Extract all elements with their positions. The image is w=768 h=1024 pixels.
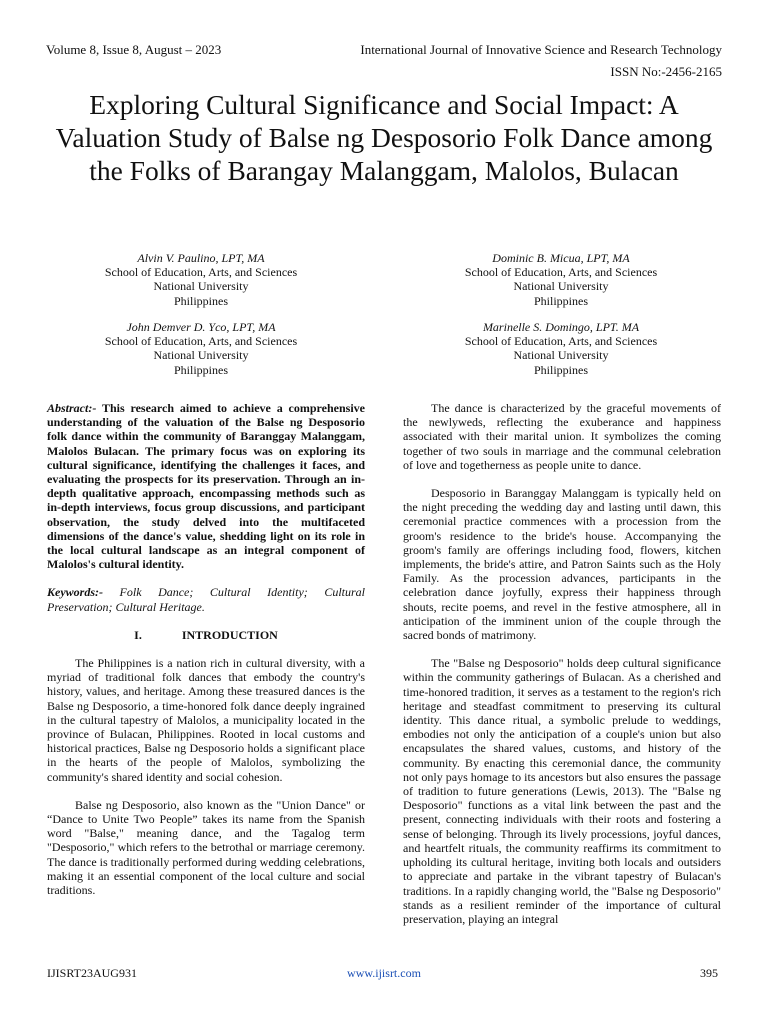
journal-name: International Journal of Innovative Science and Research Technology (360, 42, 722, 57)
author-block-3 (56, 320, 346, 377)
author-country: Philippines (533, 362, 588, 377)
body-paragraph: The dance is characterized by the graceful movements of the newlyweds, reflecting the exuberance and happiness associated with their marital union. It symbolizes the coming together of two souls in marriage and the communal celebration of love and togetherness as people unite to dance. (403, 401, 721, 472)
author-school: School of Education, Arts, and Sciences (104, 265, 298, 280)
author-school: School of Education, Arts, and Sciences (104, 334, 298, 349)
issn: ISSN No:-2456-2165 (610, 64, 722, 79)
section-number: I. (134, 627, 142, 642)
body-paragraph: The Philippines is a nation rich in cultural diversity, with a myriad of traditional folk dances that embody the country's history, values, and heritage. Among these treasured dances is the Balse ng Desposorio, a time-honored folk dance deeply ingrained in the cultural tapestry of Malolos, a municipality located in the province of Bulacan, Philippines. Rooted in local customs and historical practices, Balse ng Desposorio holds a significant place in the hearts of the people of Malolos, symbolizing the community's shared identity and social cohesion. (47, 656, 365, 784)
keywords (47, 585, 365, 613)
author-block-2 (416, 251, 706, 308)
keywords-text: Folk Dance; Cultural Identity; Cultural Preservation; Cultural Heritage. (47, 585, 365, 614)
author-university: National University (153, 348, 249, 363)
author-university: National University (513, 279, 609, 294)
author-name: Alvin V. Paulino, LPT, MA (137, 251, 265, 265)
author-block-4 (416, 320, 706, 377)
author-school: School of Education, Arts, and Sciences (464, 265, 658, 280)
author-name: Marinelle S. Domingo, LPT. MA (482, 320, 640, 334)
section-title: INTRODUCTION (181, 627, 278, 642)
right-column (403, 401, 721, 940)
volume-info: Volume 8, Issue 8, August – 2023 (46, 42, 222, 57)
keywords-label: Keywords:- (47, 585, 103, 600)
abstract-text: This research aimed to achieve a comprehensive understanding of the valuation of the Balse ng Desposorio folk dance within the community of Baranggay Malanggam, Malolos Bulacan. The primary focus was on exploring its cultural significance, identifying the challenges it faces, and evaluating the prospects for its preservation. Through an in-depth qualitative approach, encompassing methods such as in-depth interviews, focus group discussions, and participant observation, the study delved into the multifaceted dimensions of the dance's value, shedding light on its role in the local cultural landscape as an integral component of Malolos's cultural identity. (47, 401, 365, 572)
author-country: Philippines (173, 293, 228, 308)
body-paragraph: Desposorio in Baranggay Malanggam is typically held on the night preceding the wedding day and lasting until dawn, this ceremonial practice commences with a procession from the groom's residence to the bride's house. Accompanying the groom's family are offerings including food, flowers, kitchen implements, the bride's attire, and Patron Saints such as the Holy Family. As the procession advances, participants in the celebration dance joyfully, express their happiness through shouts, recite poems, and revel in the festive atmosphere, all in anticipation of the imminent union of the couple through the sacred bonds of matrimony. (403, 486, 721, 643)
left-column (47, 401, 365, 911)
author-university: National University (153, 279, 249, 294)
body-paragraph: The "Balse ng Desposorio" holds deep cultural significance within the community gatherings of Bulacan. As a cherished and time-honored tradition, it serves as a testament to the region's rich heritage and steadfast commitment to preserving its cultural identity. This dance ritual, a symbolic prelude to weddings, embodies not only the anticipation of a couple's union but also encapsulates the shared values, customs, and history of the community. By enacting this ceremonial dance, the community not only pays homage to its ancestors but also ensures the passage of tradition to future generations (Lewis, 2013). The "Balse ng Desposorio" functions as a vital link between the past and the present, connecting individuals with their roots and fostering a sense of belonging. Through its lively processions, joyful dances, and heartfelt rituals, the community reaffirms its commitment to upholding its cultural heritage, inviting both locals and outsiders to appreciate and partake in the vibrant tapestry of Bulacan's traditions. In a rapidly changing world, the "Balse ng Desposorio" stands as a resilient reminder of the importance of cultural preservation, playing an integral (403, 656, 721, 926)
paper-title: Exploring Cultural Significance and Social Impact: A Valuation Study of Balse ng Desposorio Folk Dance among the Folks of Barangay Malanggam, Malolos, Bulacan (55, 89, 713, 186)
abstract (47, 401, 365, 571)
author-block-1 (56, 251, 346, 308)
author-country: Philippines (173, 362, 228, 377)
journal-url[interactable]: www.ijisrt.com (347, 966, 421, 980)
author-country: Philippines (533, 293, 588, 308)
abstract-label: Abstract:- (47, 401, 97, 415)
author-school: School of Education, Arts, and Sciences (464, 334, 658, 349)
author-name: Dominic B. Micua, LPT, MA (492, 251, 630, 265)
paper-id: IJISRT23AUG931 (47, 966, 137, 980)
section-heading (47, 628, 365, 642)
body-paragraph: Balse ng Desposorio, also known as the "Union Dance" or “Dance to Unite Two People” takes its name from the Spanish word "Balse," meaning dance, and the Tagalog term "Desposorio," which refers to the betrothal or marriage ceremony. The dance is traditionally performed during wedding celebrations, making it an essential component of the local culture and social traditions. (47, 797, 365, 898)
author-university: National University (513, 348, 609, 363)
page-number: 395 (700, 966, 718, 980)
author-name: John Demver D. Yco, LPT, MA (126, 320, 276, 334)
